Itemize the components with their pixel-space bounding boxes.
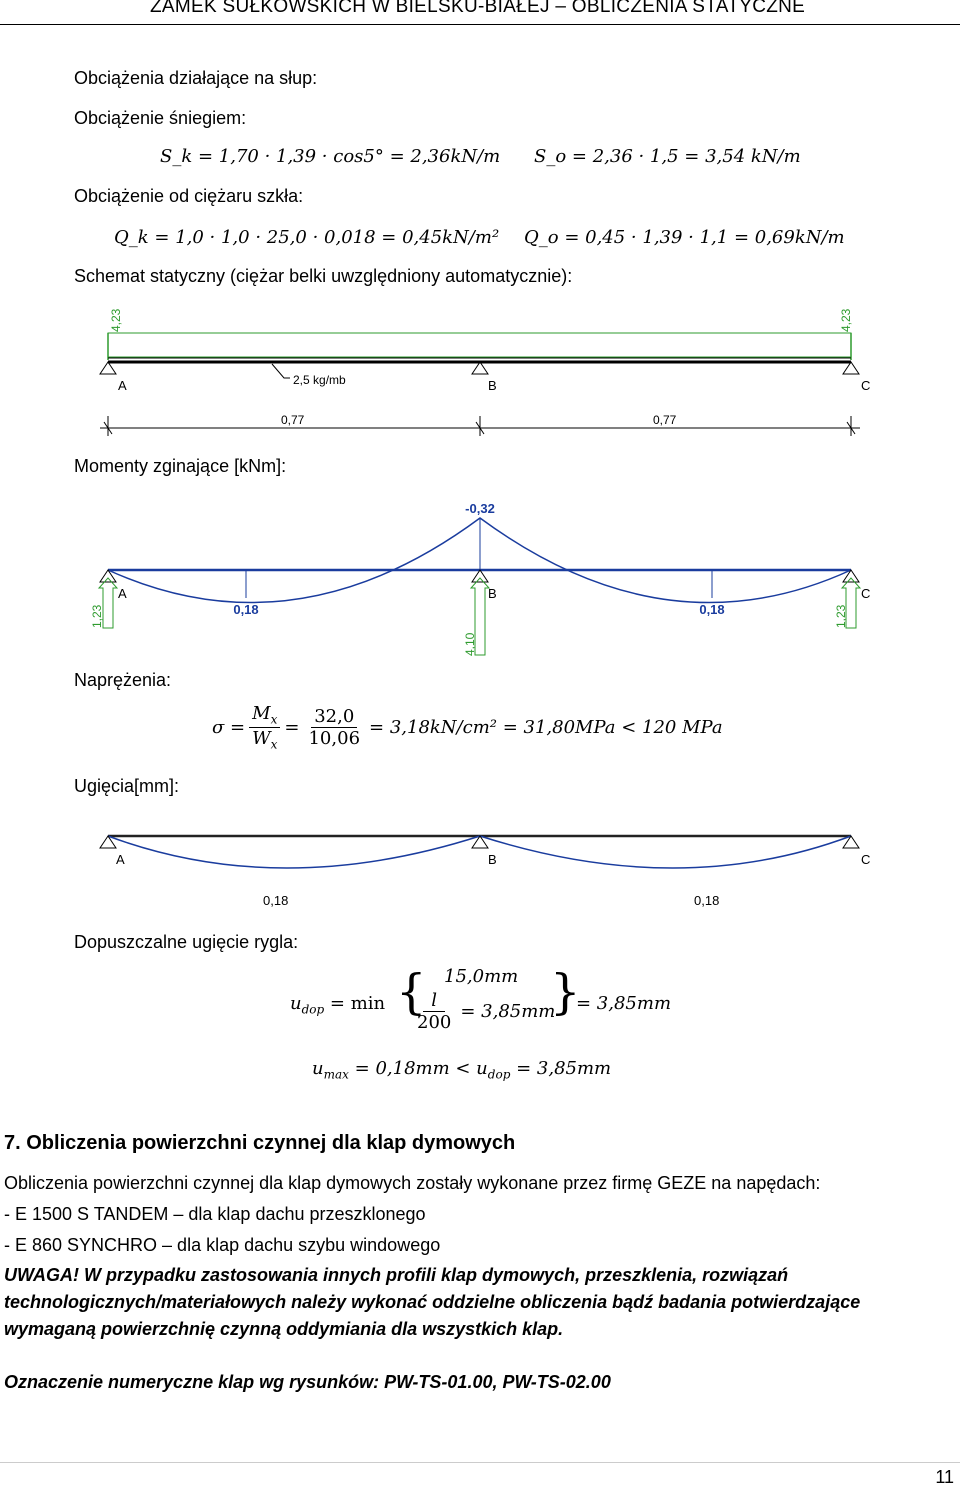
udop-option1: 15,0mm [444,966,519,987]
mx-subscript: x [270,712,278,727]
sigma-symbol: σ = [212,716,246,738]
udop-lhs [290,993,385,1017]
glass-qk-formula [114,227,499,248]
allowable-deflection-label: Dopuszczalne ugięcie rygla: [74,932,299,952]
support-b-label: B [488,378,497,393]
warning-line-3: wymaganą powierzchnię czynną oddymiania dla wszystkich klap. [4,1319,564,1339]
glass-qo-text: Q_o = 0,45 · 1,39 · 1,1 = 0,69kN/m [524,227,845,248]
section-7-paragraph: Obliczenia powierzchni czynnej dla klap dymowych zostały wykonane przez firmę GEZE na napędach: [4,1173,821,1193]
snow-sk-text: S_k = 1,70 · 1,39 · cos5° = 2,36kN/m [160,146,501,167]
page-number: 11 [935,1467,954,1487]
footer-divider [0,1462,960,1463]
udop-subscript: dop [301,1002,325,1017]
deflection-curve [108,836,851,868]
support-a-label: A [118,378,127,393]
deflection-value-1: 0,18 [263,893,289,908]
load-left-value: 4,23 [109,308,123,332]
mx-symbol: M [252,703,271,724]
umax-symbol: u [312,1058,324,1079]
self-weight-label: 2,5 kg/mb [293,373,346,387]
moment-label-a: A [118,586,127,601]
l-fraction [414,990,454,1033]
self-weight-leader [272,364,290,378]
udop-option2-value: = 3,85mm [460,1001,556,1022]
umax-formula [312,1058,611,1082]
section-7-title: 7. Obliczenia powierzchni czynnej dla klap dymowych [4,1132,516,1154]
support-b-symbol [472,362,488,374]
deflection-label-c: C [861,852,871,867]
wx-denominator [249,728,280,752]
section-7-item-1: - E 1500 S TANDEM – dla klap dachu przeszklonego [4,1204,426,1224]
deflection-diagram [0,820,960,920]
static-scheme-diagram [0,290,960,440]
right-brace: } [550,964,581,1020]
umax-udop-subscript: dop [487,1067,511,1082]
support-c-symbol [843,362,859,374]
support-c-label: C [861,378,871,393]
value-denominator: 10,06 [308,727,361,749]
wx-symbol: W [252,727,271,749]
udop-symbol: u [290,993,302,1014]
left-brace: { [396,964,427,1020]
reaction-a-value: 1,23 [90,604,104,628]
glass-qk-text: Q_k = 1,0 · 1,0 · 25,0 · 0,018 = 0,45kN/m² [114,227,500,248]
umax-subscript: max [323,1067,349,1082]
value-fraction [305,706,363,749]
flap-marking: Oznaczenie numeryczne klap wg rysunków: PW-TS-01.00, PW-TS-02.00 [4,1372,611,1392]
span2-length: 0,77 [653,413,677,427]
support-a-symbol [100,362,116,374]
section-7-item-2: - E 860 SYNCHRO – dla klap dachu szybu windowego [4,1235,441,1255]
l-numerator: l [423,990,445,1012]
moment-label-b: B [488,586,497,601]
stress-result: = 3,18kN/cm² = 31,80MPa < 120 MPa [369,716,723,738]
moment-field2-value: 0,18 [699,602,725,617]
page-header-title: ZAMEK SUŁKOWSKICH W BIELSKU-BIAŁEJ – OBLICZENIA STATYCZNE [150,0,806,17]
reaction-b-value: 4,10 [463,632,477,656]
mx-wx-fraction [249,703,280,751]
value-numerator: 32,0 [311,706,357,728]
span1-length: 0,77 [281,413,305,427]
load-right-value: 4,23 [839,308,853,332]
snow-so-formula [534,146,801,167]
deflection-value-2: 0,18 [694,893,720,908]
umax-comparison: = 0,18mm < u [354,1058,488,1079]
snow-so-text: S_o = 2,36 · 1,5 = 3,54 kN/m [534,146,801,167]
deflection-label-b: B [488,852,497,867]
warning-line-1: UWAGA! W przypadku zastosowania innych profili klap dymowych, przeszklenia, rozwiązań [4,1265,789,1285]
moment-label-c: C [861,586,871,601]
glass-qo-formula [524,227,845,248]
distributed-load-outline [108,333,851,357]
stress-label: Naprężenia: [74,670,172,690]
moment-support-b [472,570,488,582]
scheme-label: Schemat statyczny (ciężar belki uwzględniony automatycznie): [74,266,573,286]
l-denominator: 200 [417,1012,452,1033]
reaction-c-value: 1,23 [834,604,848,628]
moments-label: Momenty zginające [kNm]: [74,456,287,476]
umax-end: = 3,85mm [516,1058,612,1079]
udop-result: = 3,85mm [576,993,672,1014]
stress-formula: σ = $\frac{M_x}{W_x}$ = $\frac{32,0}{10,06}$ = 3,18kN/cm² = 31,80MPa < 120 MPa [212,703,723,752]
udop-option2 [414,990,555,1033]
wx-subscript: x [270,737,278,752]
moment-diagram [0,490,960,660]
snow-label: Obciążenie śniegiem: [74,108,247,128]
glass-label: Obciążenie od ciężaru szkła: [74,186,304,206]
snow-sk-formula [160,146,500,167]
header-divider [0,24,960,25]
moment-field1-value: 0,18 [233,602,259,617]
warning-line-2: technologicznych/materiałowych należy wykonać oddzielne obliczenia bądź badania potwierdzające [4,1292,861,1312]
deflection-label: Ugięcia[mm]: [74,776,180,796]
moment-max-value: -0,32 [465,501,495,516]
deflection-label-a: A [116,852,125,867]
loads-heading: Obciążenia działające na słup: [74,68,318,88]
min-operator: = min [329,993,386,1014]
mx-numerator [249,703,280,728]
